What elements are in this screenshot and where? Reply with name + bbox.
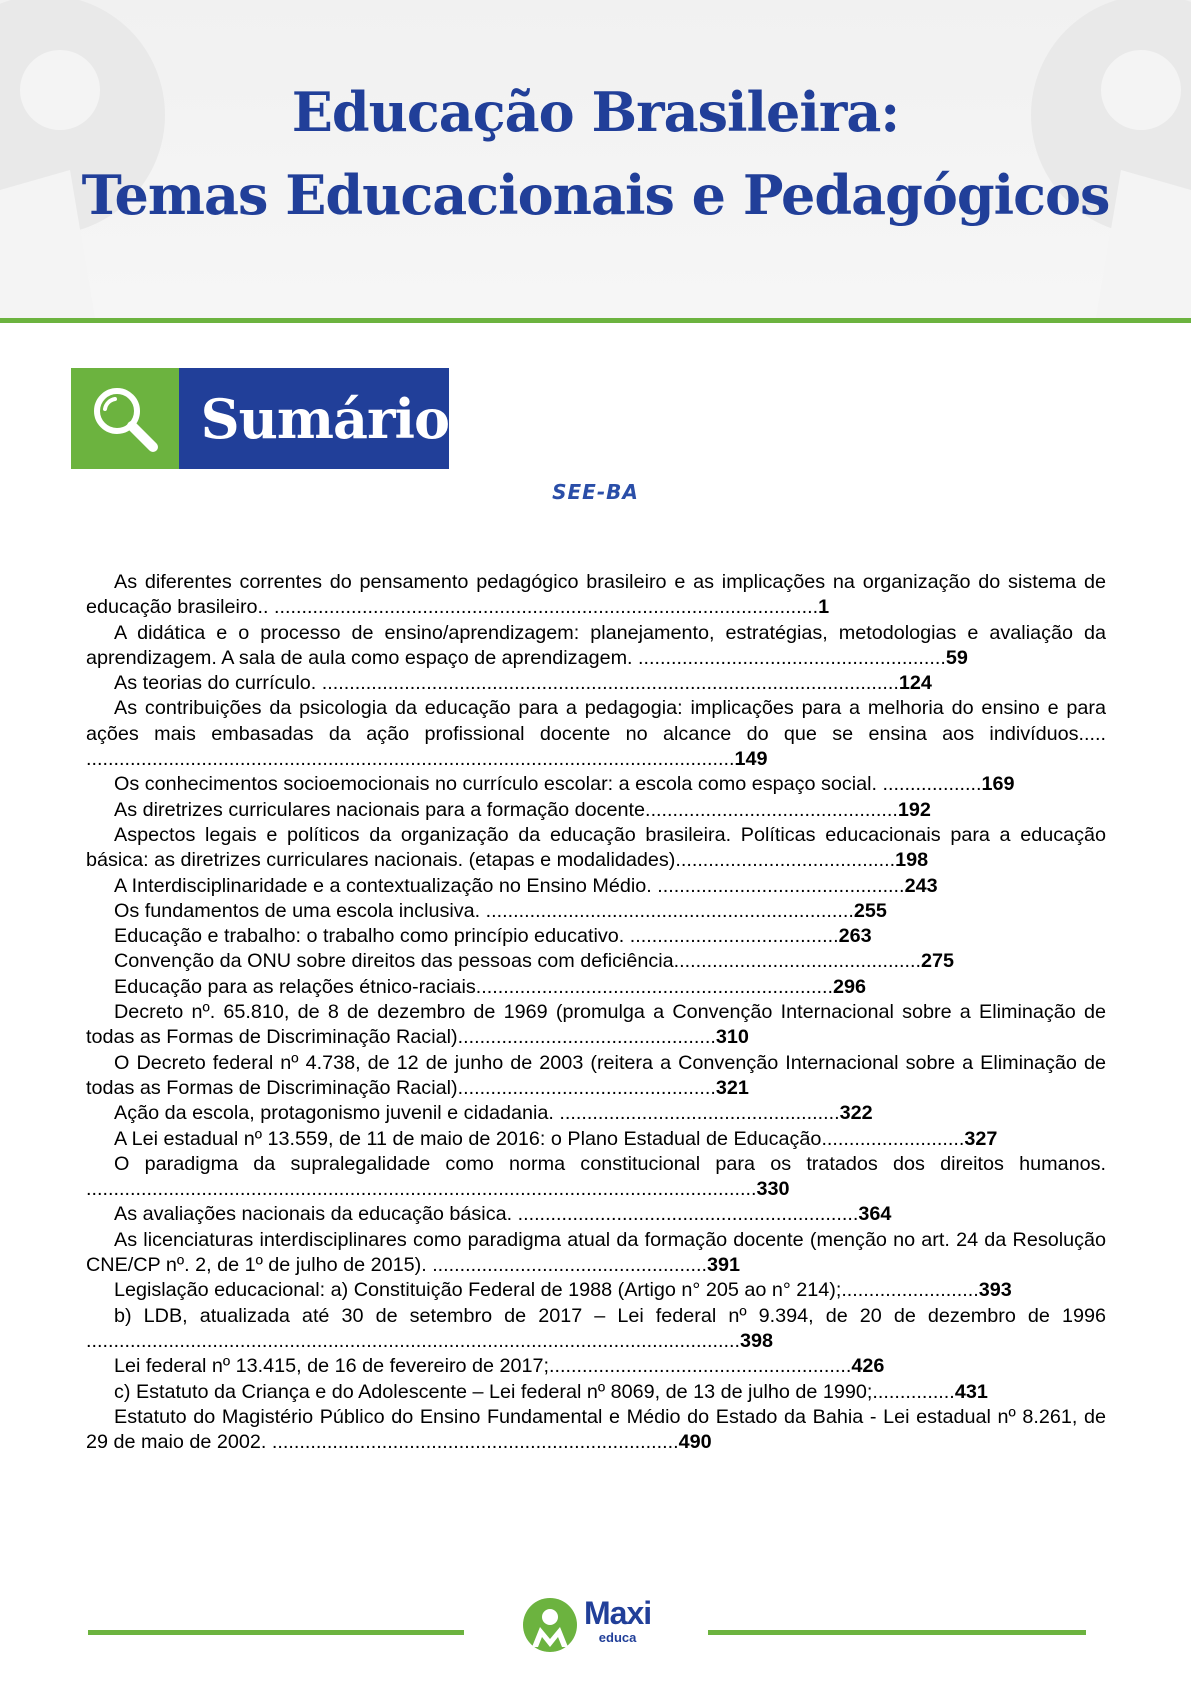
toc-entry[interactable]: [86, 621, 1106, 672]
footer-divider-right: [708, 1630, 1086, 1635]
toc-entry[interactable]: [86, 772, 1106, 797]
toc-entry[interactable]: [86, 671, 1106, 696]
toc-entry-title: Aspectos legais e políticos da organização da educação brasileira. Políticas educacionais para a educação básica: as diretrizes curriculares nacionais. (etapas e modalidades).: [86, 823, 1106, 872]
toc-entry[interactable]: [86, 570, 1106, 621]
toc-entry[interactable]: [86, 1380, 1106, 1405]
magnifier-icon: [71, 368, 179, 469]
toc-page-number: 263: [838, 925, 872, 948]
toc-entry[interactable]: [86, 1101, 1106, 1126]
page-title-line-2: Temas Educacionais e Pedagógicos: [81, 163, 1110, 227]
toc-page-number: 124: [898, 672, 932, 695]
toc-leader-dots: .........................................................................................................: [321, 672, 899, 695]
toc-page-number: 149: [734, 748, 768, 771]
toc-page-number: 330: [756, 1178, 790, 1201]
sumario-label: Sumário: [179, 368, 449, 469]
toc-entry-title: c) Estatuto da Criança e do Adolescente – Lei federal nº 8069, de 13 de julho de 1990;: [114, 1380, 873, 1403]
toc-entry[interactable]: [86, 874, 1106, 899]
toc-leader-dots: ............................................: [679, 950, 921, 973]
toc-entry-title: b) LDB, atualizada até 30 de setembro de 2017 – Lei federal nº 9.394, de 20 de dezembro de 1996: [114, 1304, 1106, 1327]
toc-entry-title: Legislação educacional: a) Constituição Federal de 1988 (Artigo n° 205 ao n° 214);: [114, 1279, 842, 1302]
toc-entry[interactable]: [86, 1228, 1106, 1279]
toc-entry-title: O Decreto federal nº 4.738, de 12 de junho de 2003 (reitera a Convenção Internacional sobre a Eliminação de todas as Formas de Discriminação Racial).: [86, 1051, 1106, 1099]
toc-page-number: 296: [833, 975, 867, 998]
toc-leader-dots: ...................................................: [559, 1102, 840, 1125]
toc-page-number: 327: [964, 1127, 998, 1150]
toc-leader-dots: ......................................: [629, 925, 839, 948]
toc-entry-title: As avaliações nacionais da educação básica.: [114, 1203, 518, 1226]
toc-leader-dots: ......................................................................................................................: [86, 748, 735, 771]
toc-entry-title: Educação para as relações étnico-raciais: [114, 975, 476, 998]
toc-leader-dots: ..................................................: [432, 1254, 707, 1277]
toc-page-number: 1: [818, 596, 830, 619]
toc-entry[interactable]: [86, 1278, 1106, 1303]
toc-leader-dots: ..........................: [821, 1127, 965, 1150]
toc-entry[interactable]: [86, 696, 1106, 772]
decorative-person-icon: [991, 0, 1191, 318]
toc-entry[interactable]: [86, 823, 1106, 874]
toc-entry-title: As diretrizes curriculares nacionais para a formação docente.: [114, 798, 651, 821]
toc-entry[interactable]: [86, 924, 1106, 949]
toc-page-number: 364: [858, 1203, 892, 1226]
toc-leader-dots: ...................................................................: [485, 899, 854, 922]
toc-page-number: 398: [740, 1329, 774, 1352]
toc-entry[interactable]: [86, 1304, 1106, 1355]
toc-entry[interactable]: [86, 1405, 1106, 1456]
maxi-educa-logo: [522, 1597, 651, 1653]
toc-page-number: 426: [851, 1355, 885, 1378]
sumario-banner: [71, 368, 449, 469]
toc-entry[interactable]: [86, 975, 1106, 1000]
toc-leader-dots: ...............: [872, 1380, 955, 1403]
toc-entry-title: Lei federal nº 13.415, de 16 de fevereiro de 2017;: [114, 1355, 550, 1378]
header-divider: [0, 318, 1191, 323]
toc-page-number: 275: [921, 950, 955, 973]
toc-leader-dots: ..................: [882, 773, 982, 796]
toc-entry[interactable]: [86, 1000, 1106, 1051]
toc-entry-title: Decreto nº. 65.810, de 8 de dezembro de 1969 (promulga a Convenção Internacional sobre a Eliminação de todas as Formas de Discriminação Racial).: [86, 1001, 1106, 1049]
toc-entry-title: Educação e trabalho: o trabalho como princípio educativo.: [114, 925, 630, 948]
toc-entry-title: Estatuto do Magistério Público do Ensino Fundamental e Médio do Estado da Bahia - Lei estadual nº 8.261, de 29 de maio de 2002.: [86, 1405, 1106, 1454]
toc-page-number: 243: [904, 874, 938, 897]
toc-page-number: 393: [978, 1279, 1012, 1302]
toc-entry[interactable]: [86, 899, 1106, 924]
toc-entry-title: A didática e o processo de ensino/aprendizagem: planejamento, estratégias, metodologias e avaliação da aprendizagem. A sala de aula como espaço de aprendizagem.: [86, 621, 1106, 669]
toc-entry[interactable]: [86, 1202, 1106, 1227]
toc-leader-dots: .................................................................: [475, 975, 833, 998]
toc-page-number: 59: [945, 646, 968, 669]
toc-leader-dots: .............................................: [657, 874, 905, 897]
toc-entry-title: A Interdisciplinaridade e a contextualização no Ensino Médio.: [114, 874, 658, 897]
toc-page-number: 192: [897, 798, 931, 821]
brand-subtitle: educa: [598, 1630, 637, 1645]
toc-leader-dots: .......................................................: [549, 1355, 852, 1378]
document-subtitle: SEE-BA: [552, 480, 639, 504]
toc-entry-title: O paradigma da supralegalidade como norma constitucional para os tratados dos direitos humanos.: [114, 1152, 1106, 1175]
toc-entry-title: As teorias do currículo.: [114, 672, 322, 695]
toc-page-number: 310: [715, 1026, 749, 1049]
toc-entry-title: Ação da escola, protagonismo juvenil e cidadania.: [114, 1102, 560, 1125]
toc-leader-dots: .......................................: [680, 849, 896, 872]
toc-entry[interactable]: [86, 949, 1106, 974]
toc-entry-title: A Lei estadual nº 13.559, de 11 de maio de 2016: o Plano Estadual de Educação: [114, 1127, 822, 1150]
toc-page-number: 490: [678, 1431, 712, 1454]
toc-entry[interactable]: [86, 1051, 1106, 1102]
toc-page-number: 255: [853, 899, 887, 922]
toc-entry-title: As contribuições da psicologia da educação para a pedagogia: implicações para a melhoria do ensino e para ações mais embasadas da ação profissional docente no alcance do que se ensina aos indivíduos.....: [86, 697, 1106, 745]
toc-page-number: 198: [895, 849, 929, 872]
page-header: [0, 0, 1191, 318]
toc-entry[interactable]: [86, 1354, 1106, 1379]
toc-leader-dots: .......................................................................................................................: [86, 1329, 741, 1352]
brand-name: Maxi: [584, 1595, 652, 1631]
toc-leader-dots: ..............................................................: [517, 1203, 859, 1226]
toc-entry-title: Os conhecimentos socioemocionais no currículo escolar: a escola como espaço social.: [114, 773, 883, 796]
toc-entry-title: As licenciaturas interdisciplinares como paradigma atual da formação docente (menção no art. 24 da Resolução CNE/CP nº. 2, de 1º de julho de 2015).: [86, 1228, 1106, 1277]
table-of-contents: [86, 570, 1106, 1455]
toc-page-number: 169: [981, 773, 1015, 796]
toc-entry[interactable]: [86, 798, 1106, 823]
toc-leader-dots: .........................: [841, 1279, 979, 1302]
page-title-line-1: Educação Brasileira:: [291, 80, 900, 144]
decorative-person-icon: [0, 0, 200, 318]
toc-entry-title: Os fundamentos de uma escola inclusiva.: [114, 899, 486, 922]
toc-entry-title: Convenção da ONU sobre direitos das pessoas com deficiência.: [114, 950, 680, 973]
toc-leader-dots: ..............................................: [463, 1026, 716, 1049]
toc-leader-dots: ..........................................................................................................................: [86, 1178, 757, 1201]
footer-divider-left: [88, 1630, 464, 1635]
toc-leader-dots: ..............................................: [463, 1076, 716, 1099]
toc-leader-dots: ........................................................: [638, 646, 946, 669]
toc-page-number: 431: [954, 1380, 988, 1403]
toc-entry-title: As diferentes correntes do pensamento pedagógico brasileiro e as implicações na organização do sistema de educação brasileiro..: [86, 571, 1106, 619]
toc-entry[interactable]: [86, 1127, 1106, 1152]
maxi-person-icon: [522, 1597, 578, 1653]
toc-page-number: 321: [715, 1076, 749, 1099]
toc-page-number: 391: [706, 1254, 740, 1277]
toc-leader-dots: ...................................................................................................: [274, 596, 819, 619]
toc-leader-dots: .............................................: [650, 798, 898, 821]
toc-page-number: 322: [839, 1102, 873, 1125]
toc-entry[interactable]: [86, 1152, 1106, 1203]
toc-leader-dots: ..........................................................................: [271, 1431, 679, 1454]
